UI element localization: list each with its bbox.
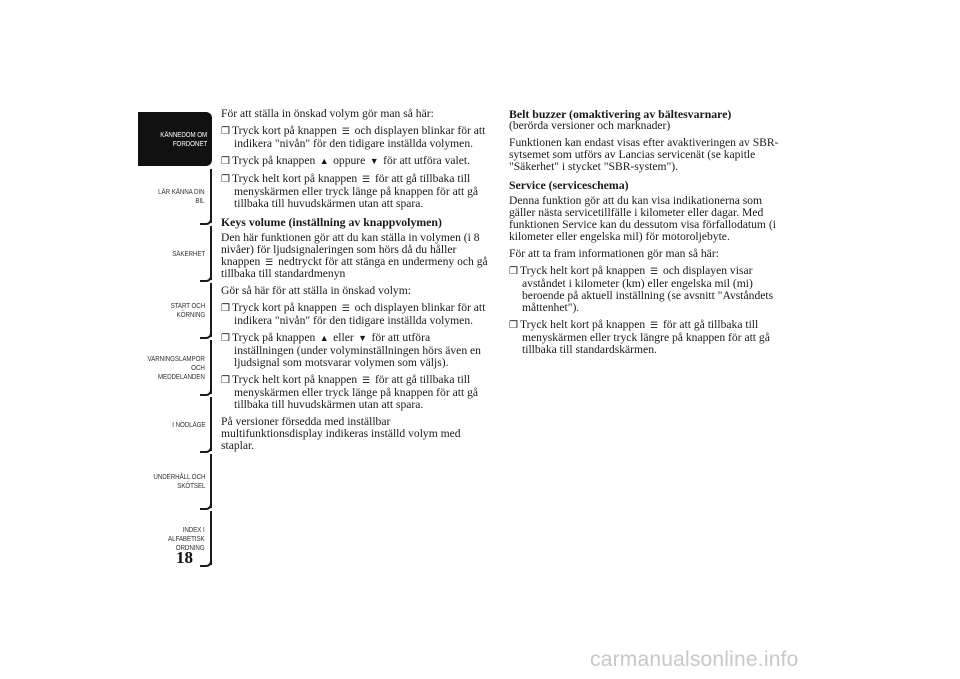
section-heading: Service (serviceschema): [509, 178, 629, 192]
paragraph: Funktionen kan endast visas efter avaktiveringen av SBR-sytsemet som utförs av Lancias servicenät (se kapitle "Säkerhet" i stycket "SBR-system").: [509, 136, 779, 173]
text: för att utföra inställningen (under volyminställningen hörs även en ljudsignal som motsvarar volymen som väljs).: [234, 331, 481, 369]
text: Tryck på knappen: [232, 331, 319, 344]
tab-sakerhet[interactable]: [138, 226, 212, 280]
paragraph: Gör så här för att ställa in önskad volym:: [221, 284, 411, 297]
checkbox-icon: ❒: [221, 174, 230, 185]
tab-index[interactable]: [138, 511, 212, 565]
bullet: [221, 302, 491, 327]
section-heading: Keys volume (inställning av knappvolymen): [221, 215, 442, 229]
tab-nodlage[interactable]: [138, 397, 212, 451]
tab-lar-kanna[interactable]: [138, 169, 212, 223]
tab-kannedom[interactable]: [138, 112, 212, 166]
text: Tryck kort på knappen: [232, 301, 340, 314]
paragraph: [221, 232, 491, 280]
text: Tryck helt kort på knappen: [520, 318, 649, 331]
bullet: [509, 265, 781, 314]
section-heading: Belt buzzer (omaktivering av bältesvarnare): [509, 107, 732, 121]
text: Tryck på knappen: [232, 154, 319, 167]
intro-text: För att ställa in önskad volym gör man så här:: [221, 107, 434, 120]
menu-button-icon: ☰: [341, 303, 350, 313]
paragraph: För att ta fram informationen gör man så här:: [509, 247, 719, 260]
paragraph: Denna funktion gör att du kan visa indikationerna som gäller nästa servicetillfälle i kilometer eller dagar. Med funktionen Service kan du dessutom visa förfallodatum (i kilometer eller engelska mil) för motoroljebyte.: [509, 194, 776, 243]
subtitle: (berörda versioner och marknader): [509, 119, 671, 132]
tab-label: KÄNNEDOM OM FORDONET: [160, 130, 207, 148]
bullet: [221, 374, 491, 411]
text: Tryck helt kort på knappen: [520, 264, 649, 277]
text: nedtryckt för att stänga en undermeny och gå tillbaka till standardmenyn: [221, 255, 488, 280]
tab-varningslampor[interactable]: [138, 340, 212, 394]
text: och displayen blinkar för att indikera "nivån" för den tidigare inställda volymen.: [234, 124, 486, 150]
menu-button-icon: ☰: [650, 320, 659, 330]
text: Den här funktionen gör att du kan ställa in volymen (i 8 nivåer) för ljudsignaleringen som hörs då du håller knappen: [221, 231, 480, 268]
checkbox-icon: ❒: [221, 375, 230, 386]
tab-label: VARNINGSLAMPOR OCH MEDDELANDEN: [147, 353, 205, 381]
text: Tryck helt kort på knappen: [232, 373, 361, 386]
text: eller: [330, 331, 357, 344]
tab-label: LÄR KÄNNA DIN BIL: [158, 187, 205, 205]
checkbox-icon: ❒: [221, 156, 230, 167]
down-button-icon: ▼: [358, 333, 368, 343]
down-button-icon: ▼: [369, 156, 379, 166]
bullet: [221, 332, 491, 369]
text: och displayen visar avståndet i kilometer (km) eller engelska mil (mi) beroende på aktuell inställning (se avsnitt "Avståndets måttenhet").: [522, 264, 774, 314]
tab-label: SÄKERHET: [172, 248, 205, 258]
text: och displayen blinkar för att indikera "nivån" för den tidigare inställda volymen.: [234, 301, 486, 327]
bullet: [221, 125, 491, 150]
chapter-tabs: [138, 112, 212, 568]
tab-underhall[interactable]: [138, 454, 212, 508]
right-column: [509, 108, 781, 361]
text: oppure: [330, 154, 369, 167]
tab-start[interactable]: [138, 283, 212, 337]
bullet: [221, 173, 491, 210]
checkbox-icon: ❒: [509, 266, 518, 277]
menu-button-icon: ☰: [265, 257, 274, 267]
bullet: [509, 319, 781, 356]
tab-label: I NÖDLÄGE: [171, 419, 205, 429]
up-button-icon: ▲: [319, 156, 329, 166]
checkbox-icon: ❒: [221, 303, 230, 314]
tab-label: UNDERHÅLL OCH SKÖTSEL: [153, 472, 205, 490]
menu-button-icon: ☰: [362, 174, 371, 184]
page-number: 18: [176, 548, 193, 567]
menu-button-icon: ☰: [341, 126, 350, 136]
text: Tryck helt kort på knappen: [232, 172, 361, 185]
text: för att gå tillbaka till menyskärmen eller tryck längre på knappen för att gå tillbaka till standardskärmen.: [522, 318, 770, 356]
checkbox-icon: ❒: [221, 126, 230, 137]
tab-label: INDEX I ALFABETISK ORDNING: [168, 524, 205, 552]
bullet: [221, 155, 491, 168]
checkbox-icon: ❒: [509, 320, 518, 331]
tab-label: START OCH KÖRNING: [170, 301, 205, 319]
paragraph: På versioner försedda med inställbar multifunktionsdisplay indikeras inställd volym med staplar.: [221, 415, 461, 452]
text: för att gå tillbaka till menyskärmen eller tryck länge på knappen för att gå tillbaka till huvudskärmen utan att spara.: [234, 172, 479, 210]
left-column: [221, 108, 491, 457]
menu-button-icon: ☰: [650, 266, 659, 276]
checkbox-icon: ❒: [221, 333, 230, 344]
text: Tryck kort på knappen: [232, 124, 340, 137]
text: för att gå tillbaka till menyskärmen eller tryck länge på knappen för att gå tillbaka till huvudskärmen utan att spara.: [234, 373, 479, 411]
menu-button-icon: ☰: [362, 375, 371, 385]
watermark: carmanualsonline.info: [590, 648, 799, 671]
text: för att utföra valet.: [380, 154, 471, 167]
up-button-icon: ▲: [319, 333, 329, 343]
